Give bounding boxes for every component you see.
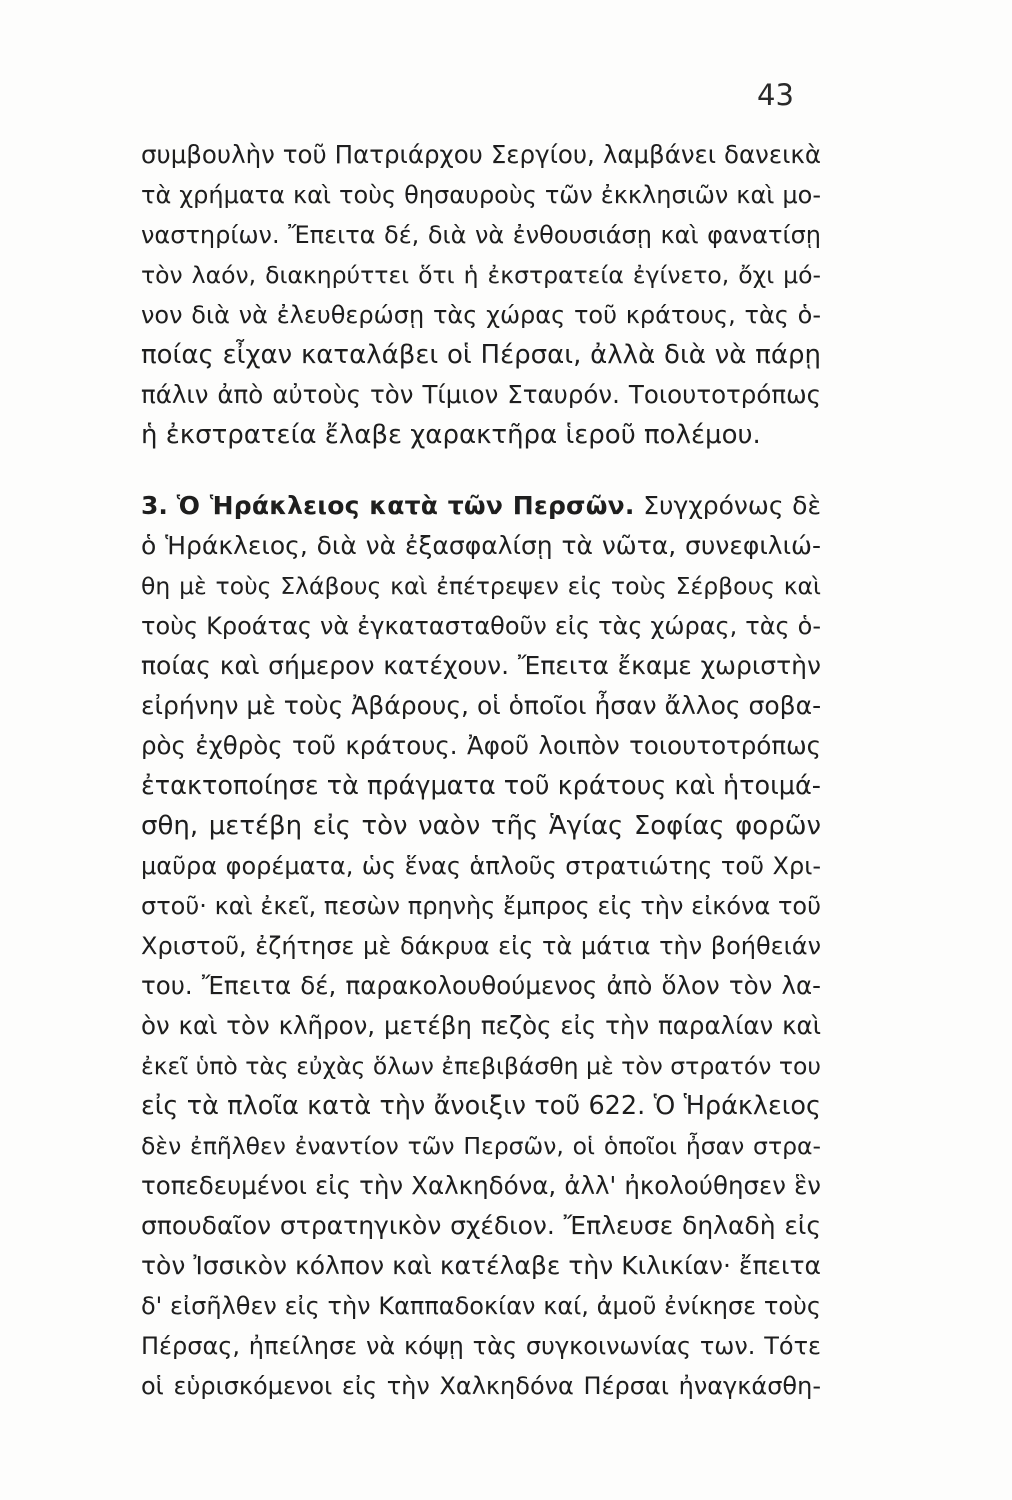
text-line: Πέρσας, ἠπείλησε νὰ κόψῃ τὰς συγκοινωνίας των. Τότε <box>141 1332 821 1360</box>
text-line: ἐκεῖ ὑπὸ τὰς εὐχὰς ὅλων ἐπεβιβάσθη μὲ τὸν στρατόν του <box>141 1052 821 1080</box>
text-line: πάλιν ἀπὸ αὐτοὺς τὸν Τίμιον Σταυρόν. Τοιουτοτρόπως <box>141 380 821 409</box>
text-line: θη μὲ τοὺς Σλάβους καὶ ἐπέτρεψεν εἰς τοὺς Σέρβους καὶ <box>141 572 821 600</box>
text-line: στοῦ· καὶ ἐκεῖ, πεσὼν πρηνὴς ἔμπρος εἰς τὴν εἰκόνα τοῦ <box>141 892 821 920</box>
text-line: νον διὰ νὰ ἐλευθερώσῃ τὰς χώρας τοῦ κράτους, τὰς ὁ- <box>141 301 821 329</box>
page-number: 43 <box>757 78 794 112</box>
text-line: ὸν καὶ τὸν κλῆρον, μετέβη πεζὸς εἰς τὴν παραλίαν καὶ <box>141 1011 821 1040</box>
text-line: τὰ χρήματα καὶ τοὺς θησαυροὺς τῶν ἐκκλησιῶν καὶ μο- <box>141 181 821 209</box>
text-line: τὸν Ἰσσικὸν κόλπον καὶ κατέλαβε τὴν Κιλικίαν· ἔπειτα <box>141 1251 821 1280</box>
text-line: Χριστοῦ, ἐζήτησε μὲ δάκρυα εἰς τὰ μάτια τὴν βοήθειάν <box>141 932 821 960</box>
text-line: συμβουλὴν τοῦ Πατριάρχου Σεργίου, λαμβάνει δανεικὰ <box>141 140 821 169</box>
section-number: 3. <box>141 491 168 520</box>
paragraph-2 <box>141 486 821 1406</box>
section-first-line-rest: Συγχρόνως δὲ <box>643 491 821 520</box>
section-title: Ὁ Ἡράκλειος κατὰ τῶν Περσῶν. <box>176 491 635 520</box>
text-line: τὸν λαόν, διακηρύττει ὅτι ἡ ἐκστρατεία ἐγίνετο, ὄχι μό- <box>141 261 821 289</box>
text-line: του. Ἔπειτα δέ, παρακολουθούμενος ἀπὸ ὅλον τὸν λα- <box>141 971 821 1000</box>
text-line: ὁ Ἡράκλειος, διὰ νὰ ἐξασφαλίσῃ τὰ νῶτα, συνεφιλιώ- <box>141 531 821 560</box>
text-line: δὲν ἐπῆλθεν ἐναντίον τῶν Περσῶν, οἱ ὁποῖοι ἦσαν στρα- <box>141 1132 821 1160</box>
text-line: μαῦρα φορέματα, ὡς ἕνας ἁπλοῦς στρατιώτης τοῦ Χρι- <box>141 852 821 880</box>
text-line: οἱ εὑρισκόμενοι εἰς τὴν Χαλκηδόνα Πέρσαι ἠναγκάσθη- <box>141 1372 821 1400</box>
text-line: τοπεδευμένοι εἰς τὴν Χαλκηδόνα, ἀλλ' ἠκολούθησεν ἓν <box>141 1171 821 1200</box>
text-line: εἰρήνην μὲ τοὺς Ἀβάρους, οἱ ὁποῖοι ἦσαν ἄλλος σοβα- <box>141 691 822 720</box>
text-line: σθη, μετέβη εἰς τὸν ναὸν τῆς Ἁγίας Σοφίας φορῶν <box>141 811 821 841</box>
text-line: ἡ ἐκστρατεία ἔλαβε χαρακτῆρα ἱεροῦ πολέμου. <box>141 420 761 450</box>
text-line: σπουδαῖον στρατηγικὸν σχέδιον. Ἔπλευσε δηλαδὴ εἰς <box>141 1211 821 1240</box>
text-line: ἐτακτοποίησε τὰ πράγματα τοῦ κράτους καὶ ἡτοιμά- <box>141 771 821 801</box>
paragraph-1 <box>141 135 821 455</box>
text-line: τοὺς Κροάτας νὰ ἐγκατασταθοῦν εἰς τὰς χώρας, τὰς ὁ- <box>141 612 821 640</box>
text-line: ρὸς ἐχθρὸς τοῦ κράτους. Ἀφοῦ λοιπὸν τοιουτοτρόπως <box>141 731 821 760</box>
text-line: δ' εἰσῆλθεν εἰς τὴν Καππαδοκίαν καί, ἀμοῦ ἐνίκησε τοὺς <box>141 1292 821 1320</box>
text-line: ποίας εἶχαν καταλάβει οἱ Πέρσαι, ἀλλὰ διὰ νὰ πάρῃ <box>141 340 821 370</box>
text-line: ποίας καὶ σήμερον κατέχουν. Ἔπειτα ἔκαμε χωριστὴν <box>141 651 821 680</box>
text-line: ναστηρίων. Ἔπειτα δέ, διὰ νὰ ἐνθουσιάσῃ καὶ φανατίσῃ <box>141 221 821 249</box>
text-line: εἰς τὰ πλοῖα κατὰ τὴν ἄνοιξιν τοῦ 622. Ὁ Ἡράκλειος <box>141 1091 821 1121</box>
section-heading-line <box>141 486 821 526</box>
